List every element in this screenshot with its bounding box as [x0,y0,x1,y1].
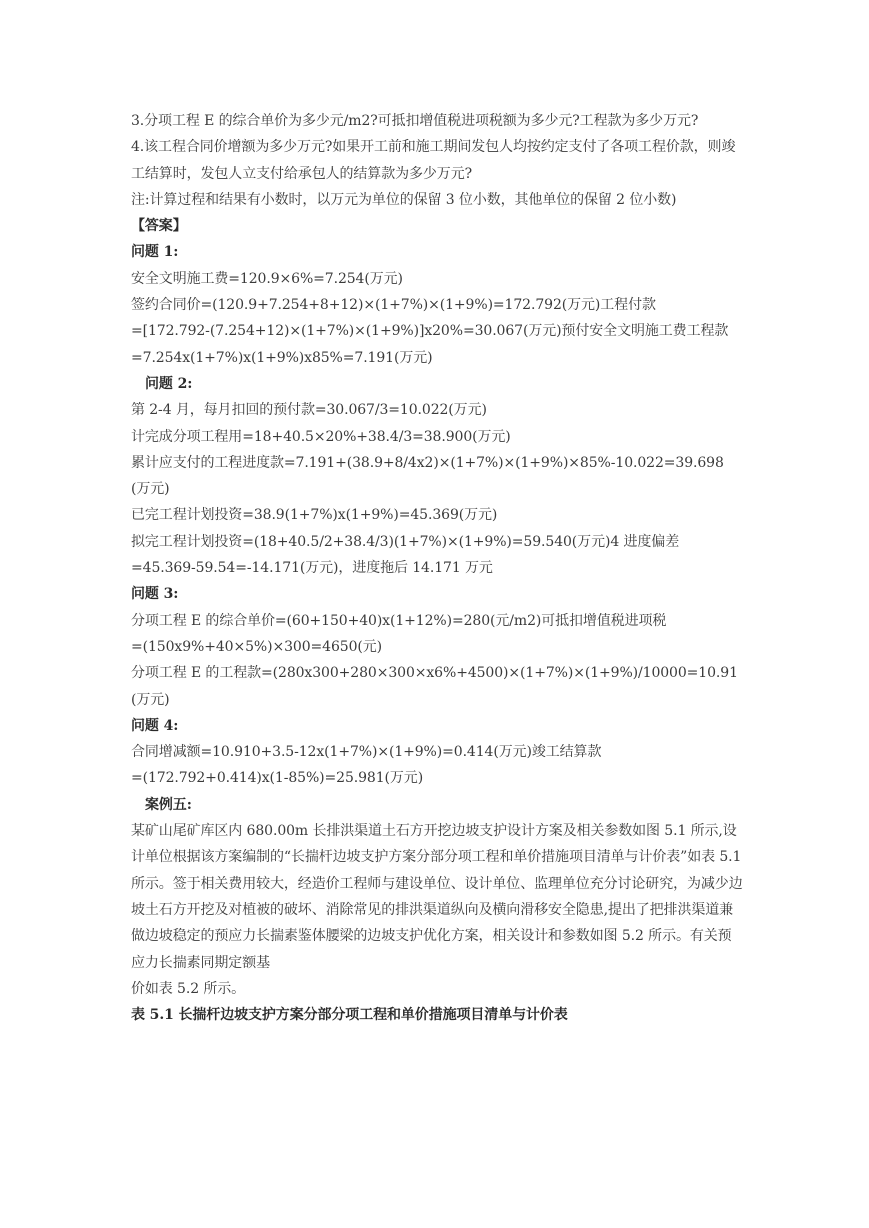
answer-line: =45.369-59.54=-14.171(万元)，进度拖后 14.171 万元 [131,560,493,577]
table-5-1-caption: 表 5.1 长揣杆边坡支护方案分部分项工程和单价措施项目清单与计价表 [131,1007,568,1024]
answer-line: 已完工程计划投资=38.9(1+7%)x(1+9%)=45.369(万元) [131,507,498,524]
answer-line: =(150x9%+40×5%)×300=4650(元) [131,638,383,655]
answer-line: =[172.792-(7.254+12)×(1+7%)×(1+9%)]x20%=30.067(万元)预付安全文明施工费工程款 [131,323,729,340]
answer-line: 分项工程 E 的综合单价=(60+150+40)x(1+12%)=280(元/m2)可抵扣增值税进项税 [131,612,667,629]
case-5-paragraph: 某矿山尾矿库区内 680.00m 长排洪渠道土石方开挖边坡支护设计方案及相关参数如图 5.1 所示,设计单位根据该方案编制的“长揣杆边坡支护方案分部分项工程和单价措施项目清单与计价表”如表 5.1 所示。签于相关费用较大，经造价工程师与建设单位、设计单位、监理单位充分讨论研究，为减少边坡土石方开挖及对植被的破坏、消除常见的排洪渠道纵向及横向滑移安全隐患,提出了把排洪渠道兼做边坡稳定的预应力长揣素鉴体腰梁的边坡支护优化方案，相关设计和参数如图 5.2 所示。有关预应力长揣素同期定额基 [131,823,746,971]
problem-3-heading: 问题 3: [131,586,179,603]
answer-heading: 【答案】 [131,218,187,235]
answer-line: =(172.792+0.414)x(1-85%)=25.981(万元) [131,770,424,787]
answer-line: 拟完工程计划投资=(18+40.5/2+38.4/3)(1+7%)×(1+9%)=59.540(万元)4 进度偏差 [131,533,680,550]
answer-line: 计完成分项工程用=18+40.5×20%+38.4/3=38.900(万元) [131,428,511,445]
answer-line: 合同增减额=10.910+3.5-12x(1+7%)×(1+9%)=0.414(万元)竣工结算款 [131,744,602,761]
case-5-heading: 案例五: [145,796,192,813]
answer-line: 签约合同价=(120.9+7.254+8+12)×(1+7%)×(1+9%)=172.792(万元)工程付款 [131,297,656,314]
answer-line: 累计应支付的工程进度款=7.191+(38.9+8/4x2)×(1+7%)×(1+9%)×85%-10.022=39.698(万元) [131,454,724,498]
document-body [131,108,746,1028]
answer-line: =7.254x(1+7%)x(1+9%)x85%=7.191(万元) [131,349,433,366]
problem-4-heading: 问题 4: [131,717,179,734]
note-text: 注:计算过程和结果有小数时，以万元为单位的保留 3 位小数，其他单位的保留 2 位小数) [131,191,677,208]
problem-2-heading: 问题 2: [145,375,193,392]
answer-line: 分项工程 E 的工程款=(280x300+280×300×x6%+4500)×(1+7%)×(1+9%)/10000=10.91(万元) [131,665,738,708]
problem-1-heading: 问题 1: [131,244,179,261]
question-4-text: 4.该工程合同价增额为多少万元?如果开工前和施工期间发包人均按约定支付了各项工程价款，则竣工结算时，发包人立支付给承包人的结算款为多少万元? [131,139,736,182]
answer-line: 安全文明施工费=120.9×6%=7.254(万元) [131,270,403,287]
answer-line: 第 2-4 月，每月扣回的预付款=30.067/3=10.022(万元) [131,402,487,419]
case-5-paragraph-end: 价如表 5.2 所示。 [131,980,246,997]
question-3-text: 3.分项工程 E 的综合单价为多少元/m2?可抵扣增值税进项税额为多少元?工程款为多少万元? [131,113,699,129]
